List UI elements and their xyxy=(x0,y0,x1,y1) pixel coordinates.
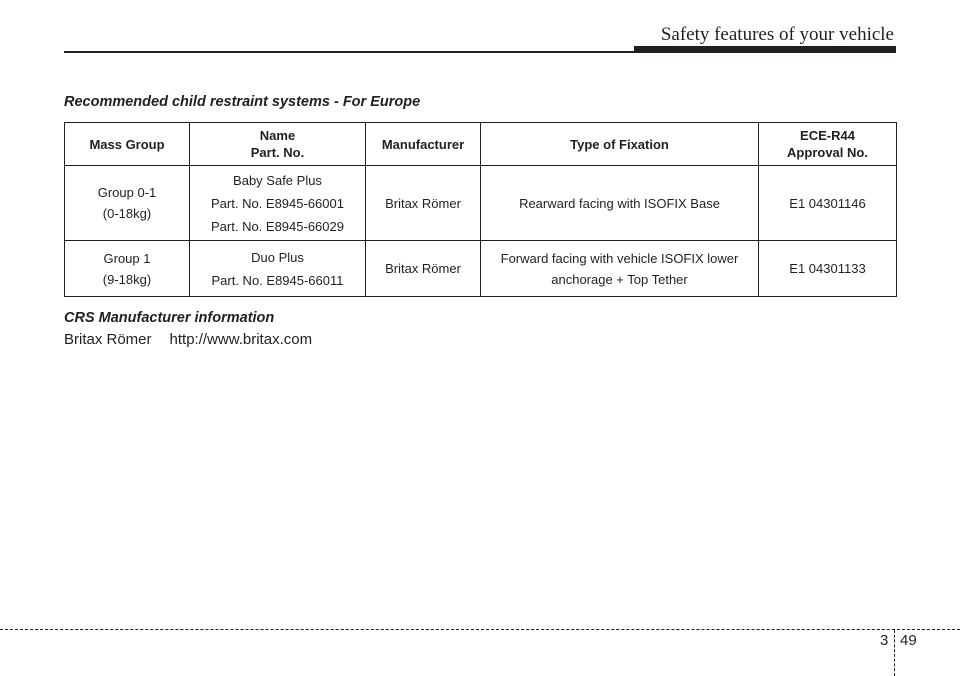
mass-group-name: Group 0-1 xyxy=(97,185,157,200)
crs-table xyxy=(64,122,897,297)
mass-group-range: (0-18kg) xyxy=(102,206,152,221)
table-row xyxy=(65,166,897,241)
part-number: Part. No. E8945-66011 xyxy=(211,272,344,288)
cell-approval: E1 04301133 xyxy=(759,241,897,297)
cell-manufacturer: Britax Römer xyxy=(366,241,481,297)
header-approval-standard: ECE-R44 xyxy=(800,128,855,143)
section-title-recommended-crs: Recommended child restraint systems - For Europe xyxy=(64,94,421,110)
mass-group-name: Group 1 xyxy=(103,250,151,266)
cell-fixation: Rearward facing with ISOFIX Base xyxy=(481,166,759,241)
header-name: Name xyxy=(259,128,296,143)
manufacturer-name: Britax Römer xyxy=(64,331,152,348)
table-row xyxy=(65,241,897,297)
header-part-no: Part. No. xyxy=(250,145,305,160)
header-fixation: Type of Fixation xyxy=(481,123,759,166)
header-name-part-no xyxy=(190,123,366,166)
mass-group-range: (9-18kg) xyxy=(102,271,152,287)
header-approval-no: Approval No. xyxy=(787,145,868,160)
footer-divider xyxy=(894,630,895,676)
cell-approval: E1 04301146 xyxy=(759,166,897,241)
header-title: Safety features of your vehicle xyxy=(660,24,894,45)
header-rule-thin xyxy=(64,51,634,53)
header-manufacturer: Manufacturer xyxy=(366,123,481,166)
table-header-row xyxy=(65,123,897,166)
section-title-crs-manufacturer: CRS Manufacturer information xyxy=(64,310,275,326)
cell-fixation xyxy=(481,241,759,297)
footer-rule xyxy=(0,629,960,630)
cell-mass-group xyxy=(65,166,190,241)
product-name: Duo Plus xyxy=(251,249,304,265)
cell-name-part-no xyxy=(190,166,366,241)
cell-name-part-no xyxy=(190,241,366,297)
part-number: Part. No. E8945-66029 xyxy=(211,218,344,234)
page-chapter: 3 xyxy=(880,632,889,649)
cell-manufacturer: Britax Römer xyxy=(366,166,481,241)
fixation-line: Forward facing with vehicle ISOFIX lower xyxy=(500,250,739,266)
cell-mass-group xyxy=(65,241,190,297)
part-number: Part. No. E8945-66001 xyxy=(211,195,344,211)
header-rule-thick xyxy=(634,46,896,53)
header-approval xyxy=(759,123,897,166)
manufacturer-url: http://www.britax.com xyxy=(169,331,313,348)
product-name: Baby Safe Plus xyxy=(233,172,322,188)
fixation-line: anchorage + Top Tether xyxy=(551,271,688,287)
page-number: 49 xyxy=(900,632,917,649)
manufacturer-info-line xyxy=(64,331,312,348)
header-mass-group: Mass Group xyxy=(65,123,190,166)
